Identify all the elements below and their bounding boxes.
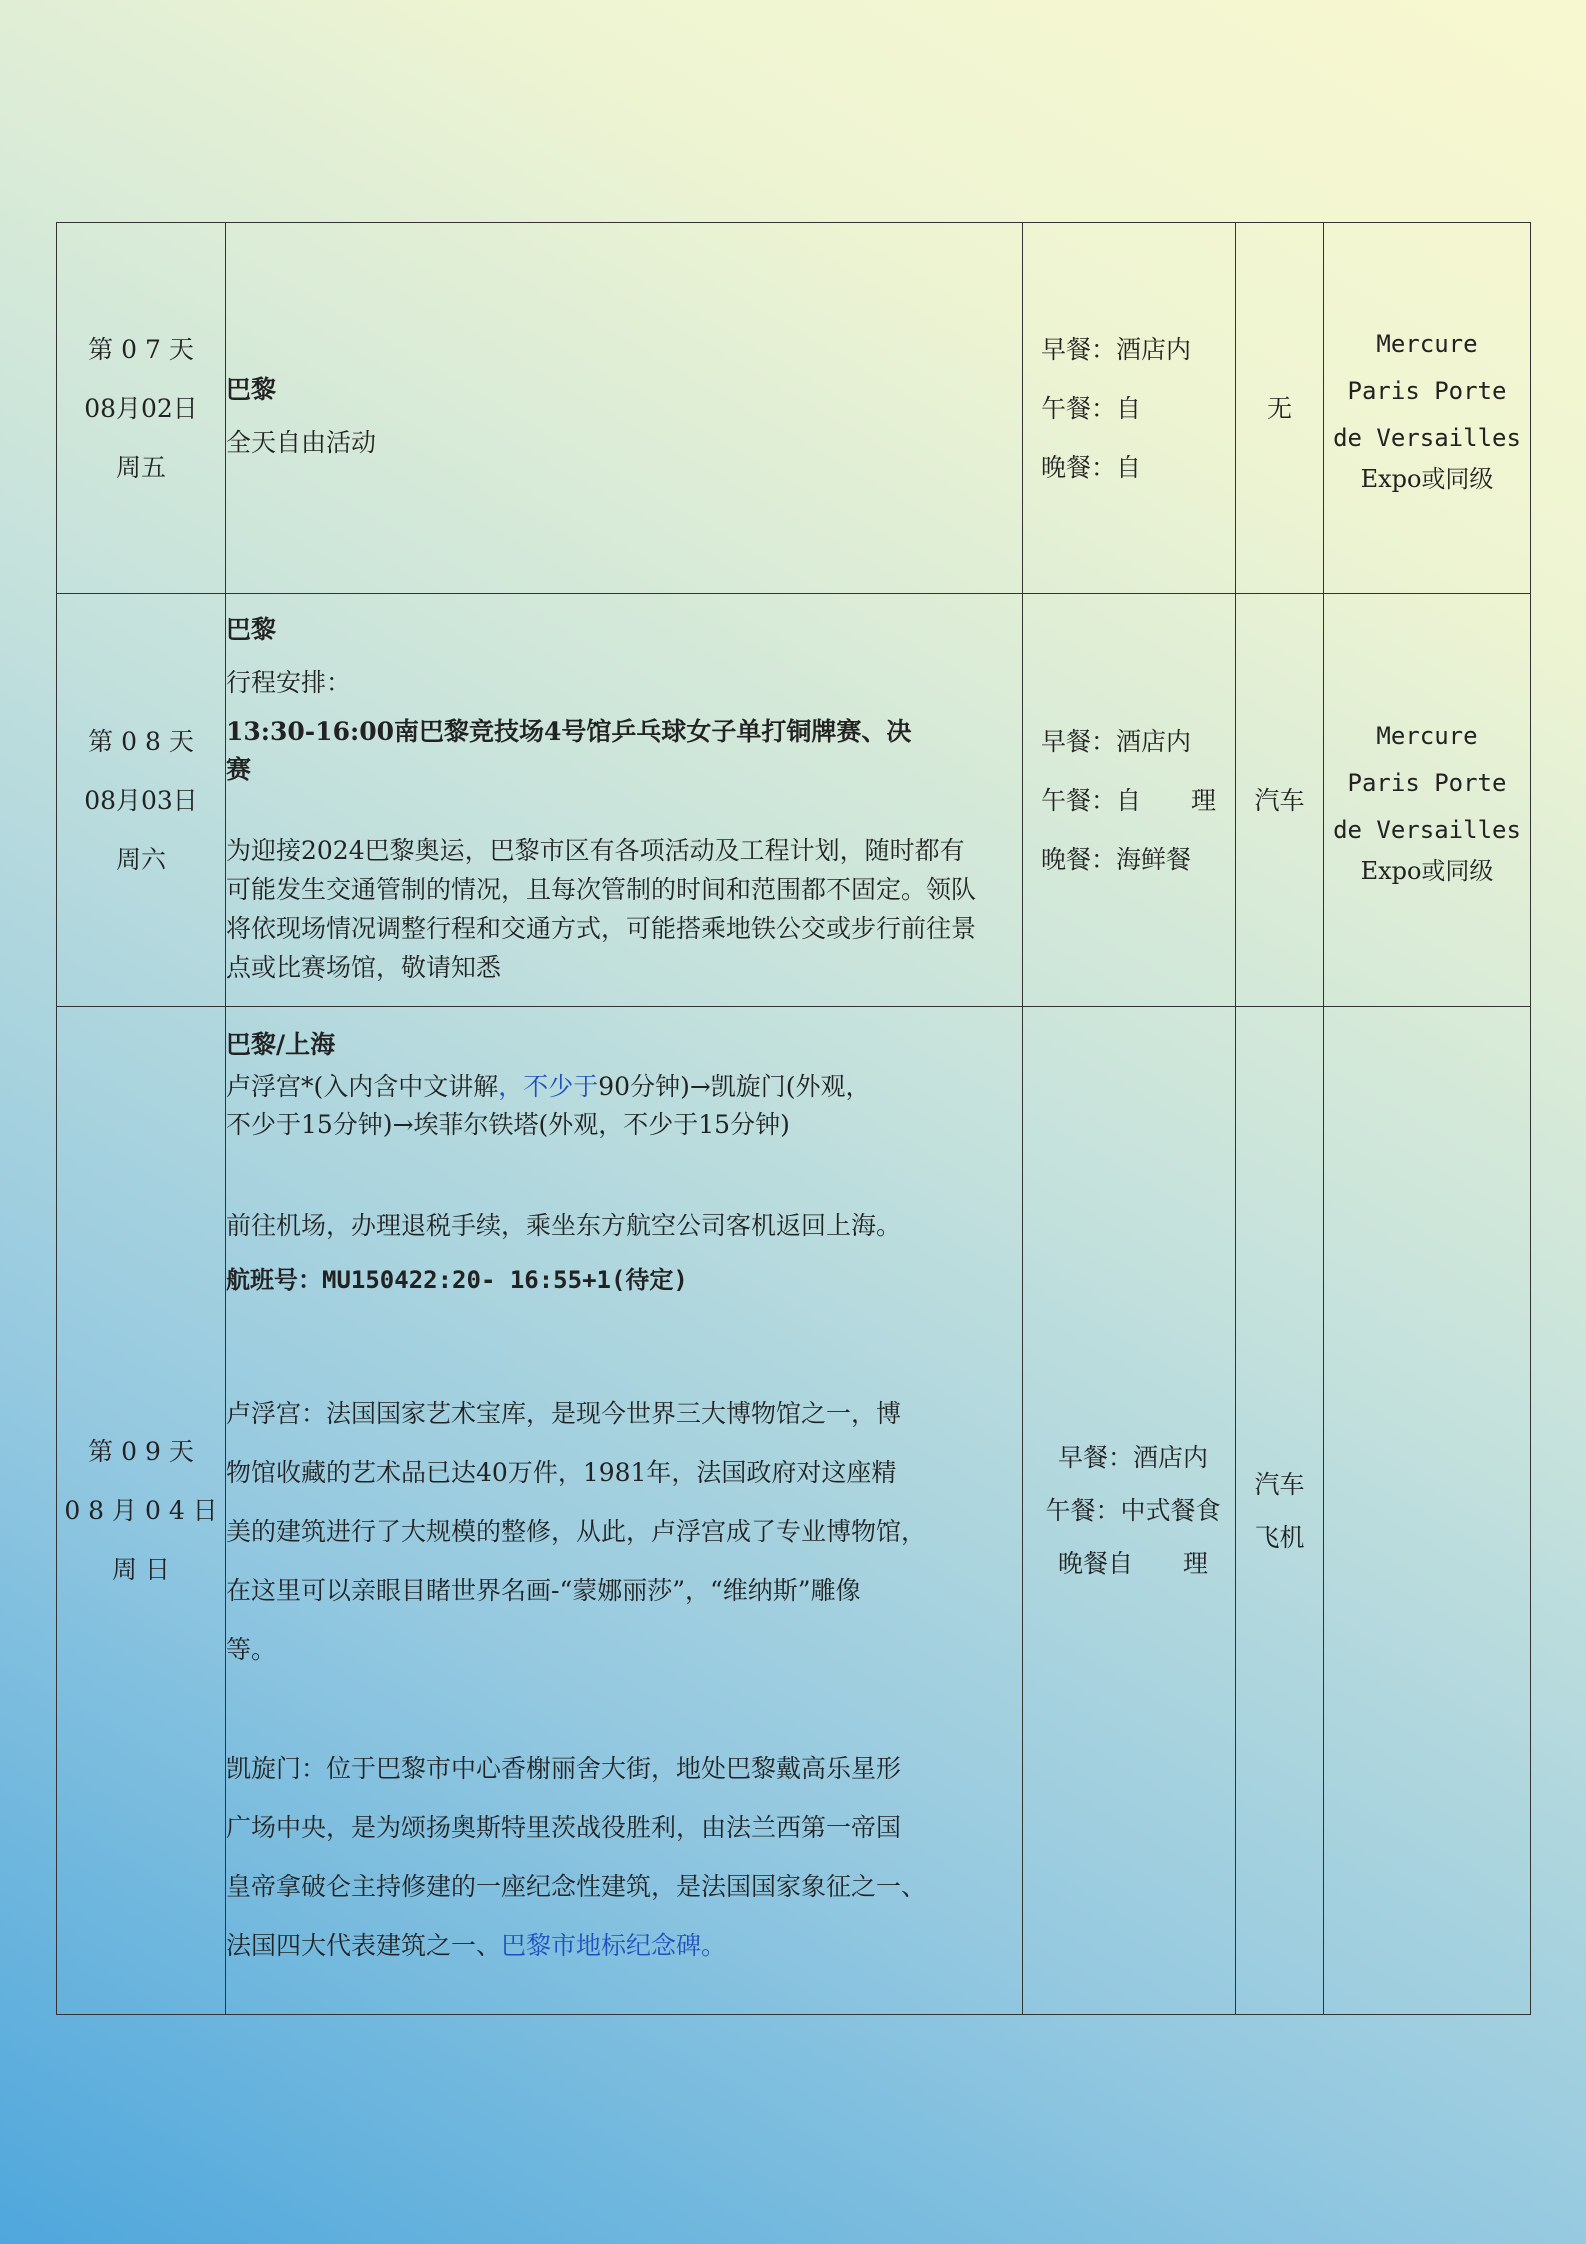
transport: 飞机 xyxy=(1254,1522,1305,1552)
day-cell xyxy=(57,1007,226,2015)
day-number: 第 0 7 天 xyxy=(88,334,194,364)
arc-line-highlight: 巴黎市地标纪念碑。 xyxy=(501,1931,727,1960)
meals-cell xyxy=(1023,223,1236,594)
table-row xyxy=(57,594,1531,1007)
arc-description xyxy=(226,1739,1012,1975)
hotel-cell xyxy=(1324,1007,1531,2015)
breakfast: 早餐：酒店内 xyxy=(1041,334,1192,364)
hotel-line: de Versailles xyxy=(1333,815,1521,844)
city-title: 巴黎/上海 xyxy=(226,1030,336,1059)
day-number: 第 0 9 天 xyxy=(88,1437,194,1466)
city-title: 巴黎 xyxy=(226,615,277,644)
day-date: 08月02日 xyxy=(84,393,198,423)
route-part-highlight: ，不少于 xyxy=(498,1072,599,1101)
dinner: 晚餐：自 xyxy=(1041,452,1142,482)
arc-line: 凯旋门：位于巴黎市中心香榭丽舍大街，地处巴黎戴高乐星形 xyxy=(226,1754,902,1783)
transport: 汽车 xyxy=(1254,785,1305,815)
transport-cell xyxy=(1236,594,1324,1007)
lunch: 午餐：自 理 xyxy=(1041,785,1217,815)
route-part: 90分钟)→凯旋门(外观， xyxy=(598,1072,871,1101)
arc-line: 广场中央，是为颂扬奥斯特里茨战役胜利，由法兰西第一帝国 xyxy=(226,1813,902,1842)
hotel-cell xyxy=(1324,223,1531,594)
route-part: 卢浮宫*(入内含中文讲解 xyxy=(226,1072,499,1101)
day-date: 08月03日 xyxy=(84,785,198,815)
meals-cell xyxy=(1023,1007,1236,2015)
lunch: 午餐：中式餐食 xyxy=(1045,1496,1221,1525)
dinner: 晚餐：海鲜餐 xyxy=(1041,844,1192,874)
hotel-line: Mercure xyxy=(1376,721,1478,750)
day-cell xyxy=(57,223,226,594)
arc-line: 皇帝拿破仑主持修建的一座纪念性建筑，是法国国家象征之一、 xyxy=(226,1872,927,1901)
day-weekday: 周六 xyxy=(115,844,166,874)
hotel-cell xyxy=(1324,594,1531,1007)
hotel-line: de Versailles xyxy=(1333,423,1521,452)
day-number: 第 0 8 天 xyxy=(88,726,194,756)
schedule-label: 行程安排： xyxy=(226,668,352,697)
hotel-line: Expo或同级 xyxy=(1360,464,1494,493)
hotel-line: Paris Porte xyxy=(1347,768,1507,797)
itinerary-cell xyxy=(226,223,1023,594)
itinerary-table xyxy=(56,222,1531,2015)
day-weekday: 周五 xyxy=(115,452,166,482)
flight-text: 航班号：MU150422:20- 16:55+1(待定) xyxy=(226,1266,688,1294)
event-text: 13:30-16:00南巴黎竞技场4号馆乒乓球女子单打铜牌赛、决赛 xyxy=(226,717,912,784)
arc-line xyxy=(226,1916,1012,1975)
itinerary-cell xyxy=(226,1007,1023,2015)
hotel-line: Expo或同级 xyxy=(1360,856,1494,885)
meals-cell xyxy=(1023,594,1236,1007)
breakfast: 早餐：酒店内 xyxy=(1057,1443,1208,1472)
table-row xyxy=(57,223,1531,594)
activity-text: 全天自由活动 xyxy=(226,428,377,457)
breakfast: 早餐：酒店内 xyxy=(1041,726,1192,756)
route-part: 不少于15分钟)→埃菲尔铁塔(外观，不少于15分钟) xyxy=(226,1110,790,1139)
hotel-line: Paris Porte xyxy=(1347,376,1507,405)
louvre-line: 物馆收藏的艺术品已达40万件，1981年，法国政府对这座精 xyxy=(226,1458,897,1487)
day-cell xyxy=(57,594,226,1007)
transport: 无 xyxy=(1266,393,1292,423)
table-row xyxy=(57,1007,1531,2015)
route-text xyxy=(226,1068,1012,1144)
louvre-description xyxy=(226,1384,1012,1679)
dinner: 晚餐自 理 xyxy=(1057,1549,1208,1578)
notice-text: 为迎接2024巴黎奥运，巴黎市区有各项活动及工程计划，随时都有可能发生交通管制的情况，且每次管制的时间和范围都不固定。领队将依现场情况调整行程和交通方式，可能搭乘地铁公交或步行前往景点或比赛场馆，敬请知悉 xyxy=(226,836,977,982)
city-title: 巴黎 xyxy=(226,375,277,404)
transport-cell xyxy=(1236,223,1324,594)
louvre-line: 在这里可以亲眼目睹世界名画-“蒙娜丽莎”，“维纳斯”雕像 xyxy=(226,1576,861,1605)
louvre-line: 卢浮宫：法国国家艺术宝库，是现今世界三大博物馆之一，博 xyxy=(226,1399,902,1428)
airport-text: 前往机场，办理退税手续，乘坐东方航空公司客机返回上海。 xyxy=(226,1211,902,1240)
transport-cell xyxy=(1236,1007,1324,2015)
louvre-line: 等。 xyxy=(226,1635,277,1664)
louvre-line: 美的建筑进行了大规模的整修，从此，卢浮宫成了专业博物馆， xyxy=(226,1517,927,1546)
arc-line-part: 法国四大代表建筑之一、 xyxy=(226,1931,502,1960)
transport: 汽车 xyxy=(1254,1469,1305,1499)
day-date: 0 8 月 0 4 日 xyxy=(64,1496,218,1525)
hotel-line: Mercure xyxy=(1376,329,1478,358)
day-weekday: 周 日 xyxy=(112,1555,170,1584)
itinerary-cell xyxy=(226,594,1023,1007)
lunch: 午餐：自 xyxy=(1041,393,1142,423)
